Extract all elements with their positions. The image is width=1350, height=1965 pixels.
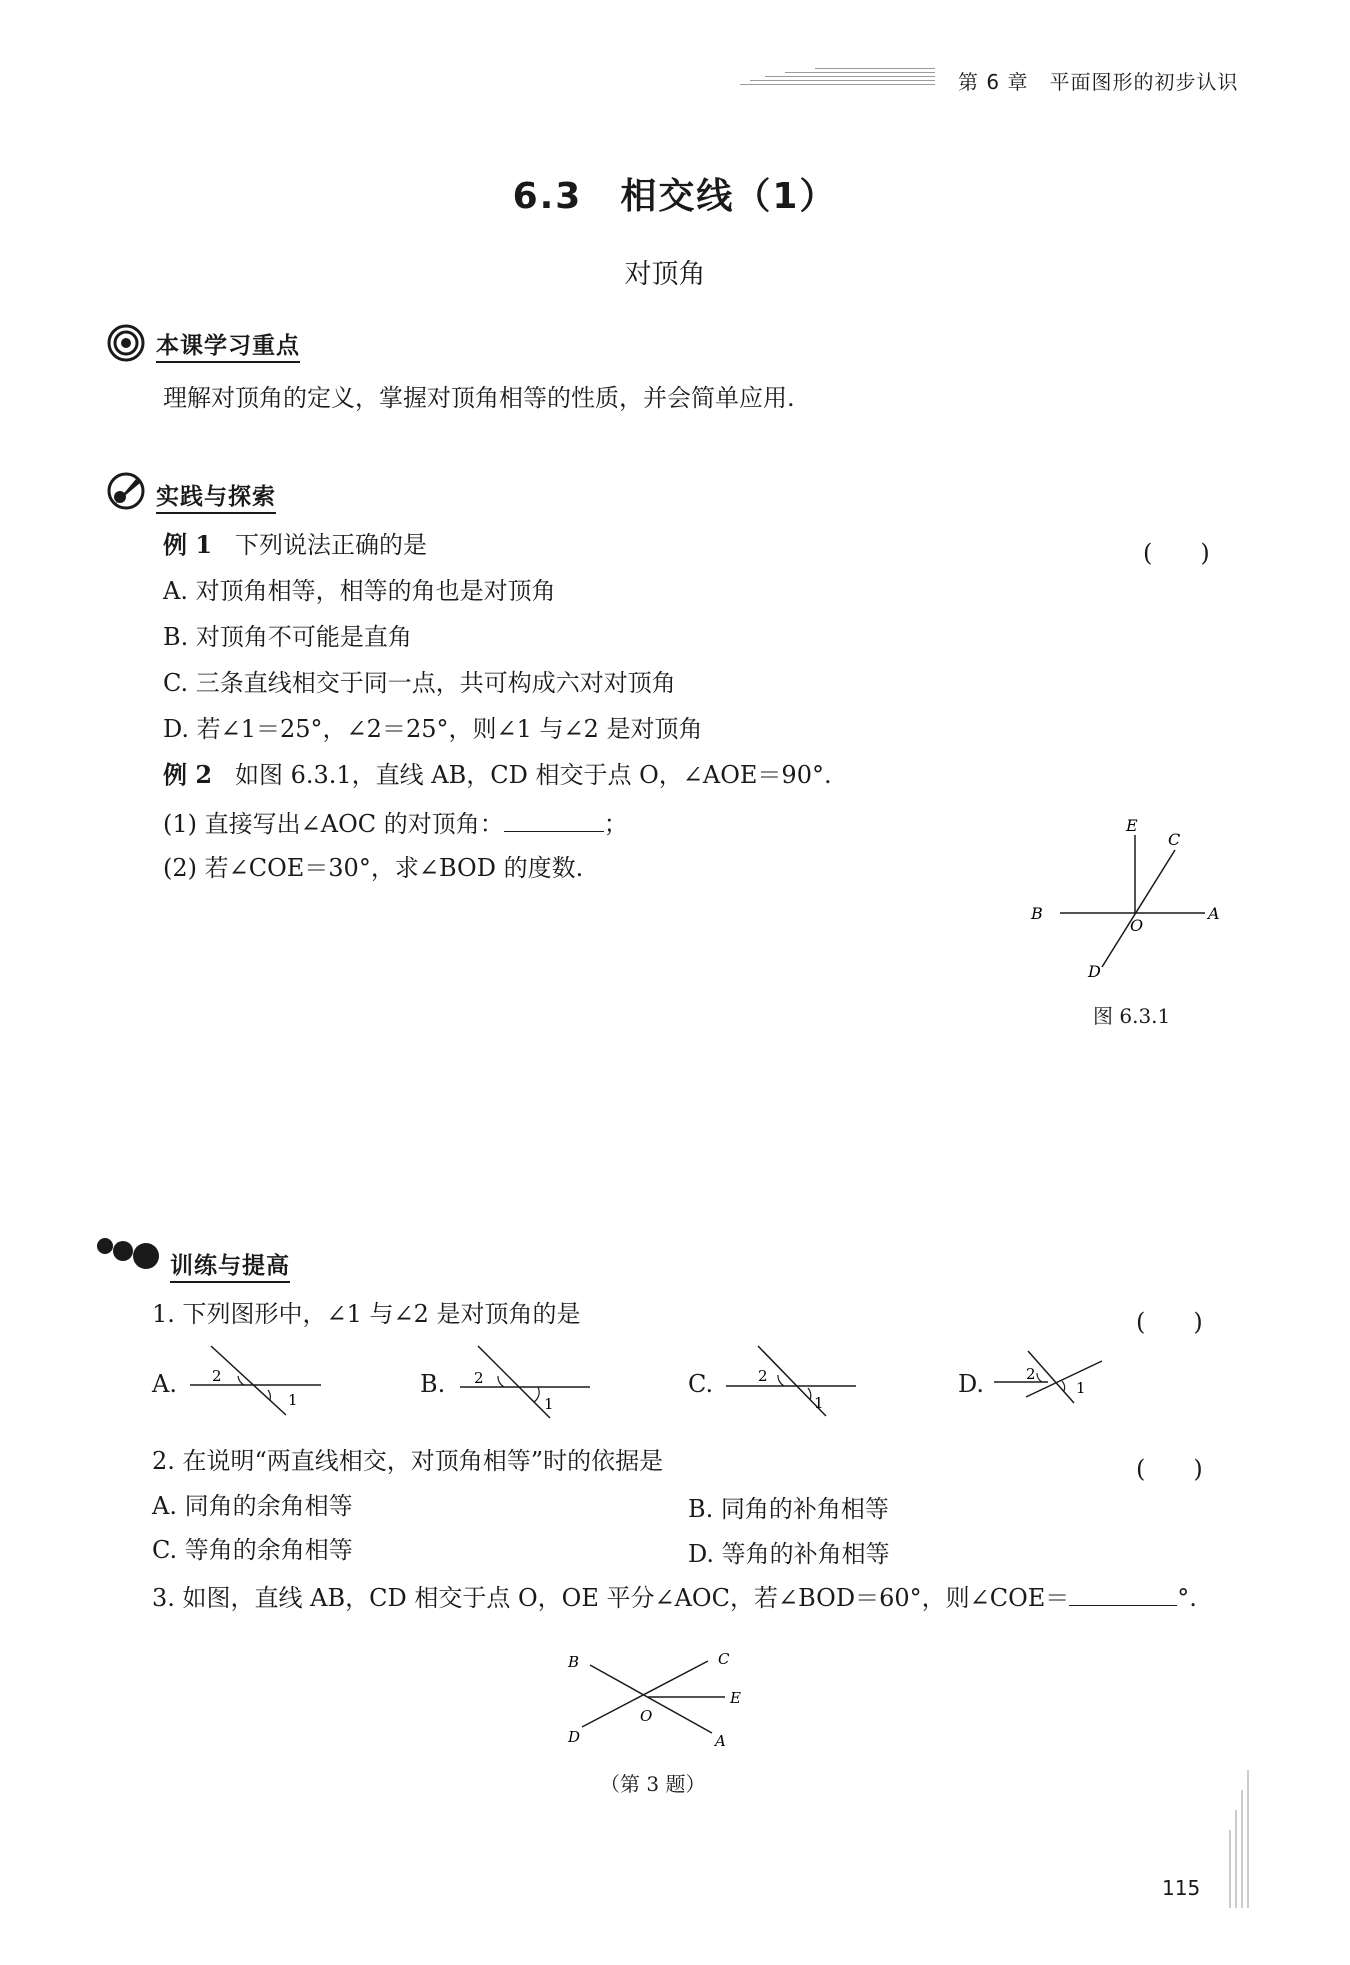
svg-text:2: 2 xyxy=(1026,1365,1036,1383)
q2-option-c: C. 等角的余角相等 xyxy=(152,1536,353,1564)
svg-text:2: 2 xyxy=(474,1369,484,1387)
q2-text: 2. 在说明“两直线相交，对顶角相等”时的依据是 xyxy=(152,1447,664,1475)
svg-text:B: B xyxy=(568,1653,580,1671)
point-c-label: C xyxy=(1168,830,1181,849)
example2-question: 如图 6.3.1，直线 AB，CD 相交于点 O，∠AOE＝90°. xyxy=(234,761,832,789)
q1-text: 1. 下列图形中，∠1 与∠2 是对顶角的是 xyxy=(152,1300,581,1328)
pen-nib-icon xyxy=(106,471,146,511)
lesson-title: 6.3 相交线（1） xyxy=(512,176,838,217)
q2-option-a: A. 同角的余角相等 xyxy=(152,1492,353,1520)
svg-text:C: C xyxy=(718,1650,730,1668)
example2-label: 例 2 xyxy=(163,760,213,789)
svg-text:O: O xyxy=(640,1707,653,1725)
target-icon xyxy=(107,324,145,362)
point-a-label: A xyxy=(1208,904,1220,923)
q2-option-b: B. 同角的补角相等 xyxy=(688,1495,889,1523)
q1-option-c-label: C. xyxy=(688,1370,714,1398)
point-d-label: D xyxy=(1088,962,1101,981)
q1-figure-c xyxy=(718,1340,863,1420)
svg-text:1: 1 xyxy=(1076,1379,1086,1397)
q3-answer-blank[interactable] xyxy=(1069,1605,1177,1606)
training-heading: 训练与提高 xyxy=(170,1247,290,1283)
q3-figure-caption: （第 3 题） xyxy=(600,1772,706,1796)
example2-part1-text: (1) 直接写出∠AOC 的对顶角： xyxy=(163,810,504,838)
point-o-label: O xyxy=(1130,916,1144,935)
margin-decor-lines xyxy=(1226,1770,1250,1910)
example1-option-c: C. 三条直线相交于同一点，共可构成六对对顶角 xyxy=(163,669,676,697)
svg-text:1: 1 xyxy=(544,1395,554,1413)
example1-paren: ( ) xyxy=(1143,539,1210,567)
example1-option-a: A. 对顶角相等，相等的角也是对顶角 xyxy=(163,577,556,605)
svg-text:1: 1 xyxy=(814,1394,824,1412)
q1-option-b-label: B. xyxy=(420,1370,446,1398)
q3-text: 3. 如图，直线 AB，CD 相交于点 O，OE 平分∠AOC，若∠BOD＝60°，则∠COE＝ °. xyxy=(152,1584,1197,1612)
example1-line xyxy=(163,530,427,559)
q1-paren: ( ) xyxy=(1136,1308,1203,1336)
dots-icon xyxy=(93,1232,163,1272)
key-points-heading: 本课学习重点 xyxy=(156,327,300,363)
lesson-subtitle: 对顶角 xyxy=(624,259,706,290)
q3-figure xyxy=(560,1645,760,1760)
figure-6-3-1-caption: 图 6.3.1 xyxy=(1093,1004,1171,1028)
svg-text:2: 2 xyxy=(758,1367,768,1385)
answer-blank[interactable] xyxy=(504,831,604,832)
example1-option-b: B. 对顶角不可能是直角 xyxy=(163,623,412,651)
q2-paren: ( ) xyxy=(1136,1455,1203,1483)
page-number: 115 xyxy=(1162,1876,1201,1900)
svg-text:1: 1 xyxy=(288,1391,298,1409)
example2-part2: (2) 若∠COE＝30°，求∠BOD 的度数. xyxy=(163,854,584,882)
line-cd xyxy=(1102,850,1175,967)
key-points-text: 理解对顶角的定义，掌握对顶角相等的性质，并会简单应用. xyxy=(163,384,795,412)
q2-option-d: D. 等角的补角相等 xyxy=(688,1540,890,1568)
example1-option-d: D. 若∠1＝25°，∠2＝25°，则∠1 与∠2 是对顶角 xyxy=(163,715,703,743)
q1-figure-a xyxy=(186,1340,326,1420)
q3-question: 3. 如图，直线 AB，CD 相交于点 O，OE 平分∠AOC，若∠BOD＝60°，则∠COE＝ xyxy=(152,1584,1070,1612)
figure-6-3-1 xyxy=(1030,815,1230,985)
header-decor-lines xyxy=(740,66,935,88)
svg-text:2: 2 xyxy=(212,1367,222,1385)
example1-label: 例 1 xyxy=(163,530,213,559)
svg-text:E: E xyxy=(730,1689,741,1707)
point-b-label: B xyxy=(1031,904,1043,923)
svg-text:D: D xyxy=(568,1728,581,1746)
practice-heading: 实践与探索 xyxy=(156,478,276,514)
chapter-header: 第 6 章 平面图形的初步认识 xyxy=(958,70,1239,94)
q1-option-d-label: D. xyxy=(958,1370,985,1398)
q1-figure-d xyxy=(990,1345,1110,1415)
example1-question: 下列说法正确的是 xyxy=(234,531,427,559)
q1-option-a-label: A. xyxy=(152,1370,177,1398)
q1-figure-b xyxy=(452,1340,597,1420)
example2-part1: (1) 直接写出∠AOC 的对顶角： ； xyxy=(163,810,628,838)
point-e-label: E xyxy=(1126,816,1138,835)
example2-line xyxy=(163,760,832,789)
svg-text:A: A xyxy=(715,1732,726,1750)
